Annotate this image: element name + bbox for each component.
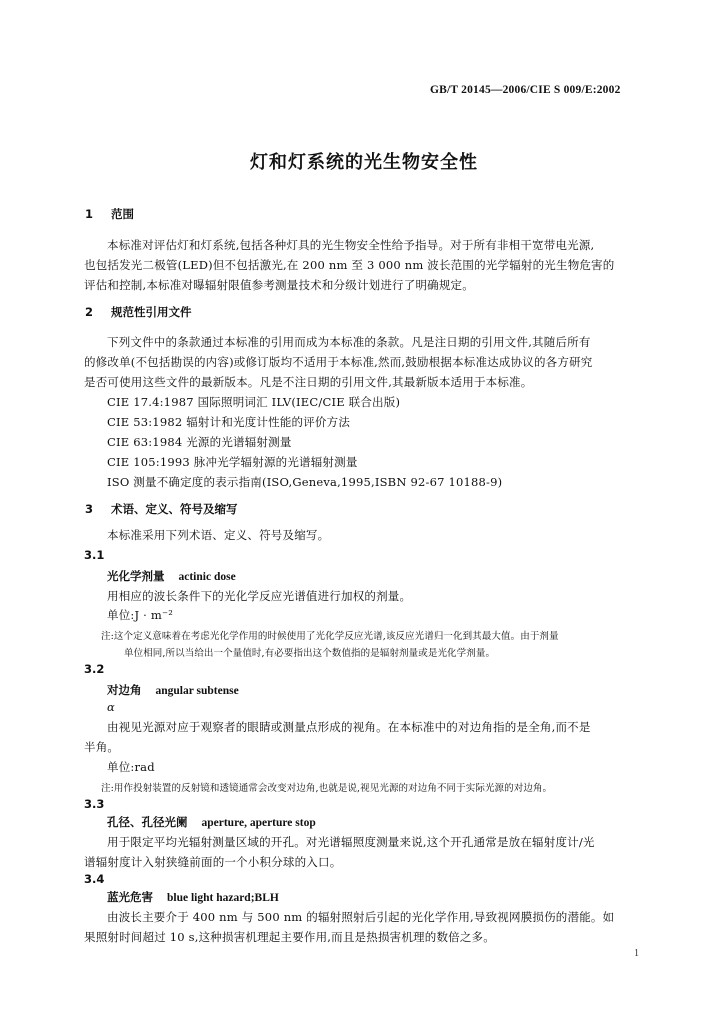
section-number: 1 xyxy=(85,207,94,221)
section-number: 2 xyxy=(85,305,94,319)
unit-line: 单位:J · m⁻² xyxy=(107,608,174,622)
term-definition: 用相应的波长条件下的光化学反应光谱值进行加权的剂量。 xyxy=(107,589,412,603)
term-definition: 半角。 xyxy=(84,740,120,754)
paragraph-line: 也包括发光二极管(LED)但不包括激光,在 200 nm 至 3 000 nm 波长范围的光学辐射的光生物危害的 xyxy=(84,258,615,272)
section-number: 3 xyxy=(85,502,94,516)
term-definition: 果照射时间超过 10 s,这种损害机理起主要作用,而且是热损害机理的数倍之多。 xyxy=(84,930,495,944)
section-title: 范围 xyxy=(111,207,135,221)
unit-line: 单位:rad xyxy=(107,760,155,774)
paragraph-line: 是否可使用这些文件的最新版本。凡是不注日期的引用文件,其最新版本适用于本标准。 xyxy=(84,375,533,389)
standard-code-header: GB/T 20145—2006/CIE S 009/E:2002 xyxy=(430,84,621,96)
term-definition: 由视见光源对应于观察者的眼睛或测量点形成的视角。在本标准中的对边角指的是全角,而不是 xyxy=(107,720,591,734)
clause-number: 3.3 xyxy=(84,797,105,811)
page-number: 1 xyxy=(634,948,639,959)
term-definition: 用于限定平均光辐射测量区域的开孔。对光谱辐照度测量来说,这个开孔通常是放在辐射度计/光 xyxy=(107,835,595,849)
document-title: 灯和灯系统的光生物安全性 xyxy=(250,152,478,173)
term-english: blue light hazard;BLH xyxy=(167,892,279,904)
clause-number: 3.2 xyxy=(84,662,105,676)
section-1-heading xyxy=(85,206,134,222)
term-chinese: 对边角 xyxy=(107,683,142,697)
section-title: 术语、定义、符号及缩写 xyxy=(111,502,238,516)
note-line: 注:这个定义意味着在考虑光化学作用的时候使用了光化学反应光谱,该反应光谱归一化到其最大值。由于剂量 xyxy=(101,631,559,642)
section-2-heading xyxy=(85,304,192,320)
section-3-heading xyxy=(85,501,238,517)
term-english: actinic dose xyxy=(178,571,236,583)
term-definition: 由波长主要介于 400 nm 与 500 nm 的辐射照射后引起的光化学作用,导致视网膜损伤的潜能。如 xyxy=(107,910,615,924)
term-heading xyxy=(107,682,239,698)
term-english: angular subtense xyxy=(155,685,239,697)
term-symbol: α xyxy=(107,700,115,714)
clause-number: 3.4 xyxy=(84,872,105,886)
term-heading xyxy=(107,889,279,905)
reference-item: ISO 测量不确定度的表示指南(ISO,Geneva,1995,ISBN 92-67 10188-9) xyxy=(107,475,503,489)
section-title: 规范性引用文件 xyxy=(111,305,192,319)
reference-item: CIE 17.4:1987 国际照明词汇 ILV(IEC/CIE 联合出版) xyxy=(107,395,401,409)
term-chinese: 孔径、孔径光阑 xyxy=(107,815,188,829)
note-line: 注:用作投射装置的反射镜和透镜通常会改变对边角,也就是说,视见光源的对边角不同于实际光源的对边角。 xyxy=(101,783,553,794)
paragraph-line: 本标准采用下列术语、定义、符号及缩写。 xyxy=(107,528,330,542)
term-heading xyxy=(107,568,236,584)
term-definition: 谱辐射度计入射狭缝前面的一个小积分球的入口。 xyxy=(84,855,342,869)
term-chinese: 光化学剂量 xyxy=(107,569,165,583)
paragraph-line: 下列文件中的条款通过本标准的引用而成为本标准的条款。凡是注日期的引用文件,其随后所有 xyxy=(107,335,591,349)
term-english: aperture, aperture stop xyxy=(201,817,316,829)
reference-item: CIE 105:1993 脉冲光学辐射源的光谱辐射测量 xyxy=(107,455,358,469)
clause-number: 3.1 xyxy=(84,548,105,562)
reference-item: CIE 53:1982 辐射计和光度计性能的评价方法 xyxy=(107,415,351,429)
paragraph-line: 评估和控制,本标准对曝辐射限值参考测量技术和分级计划进行了明确规定。 xyxy=(84,278,474,292)
note-line: 单位相同,所以当给出一个量值时,有必要指出这个数值指的是辐射剂量或是光化学剂量。 xyxy=(124,648,496,659)
paragraph-line: 本标准对评估灯和灯系统,包括各种灯具的光生物安全性给予指导。对于所有非相干宽带电光源, xyxy=(107,238,595,252)
term-chinese: 蓝光危害 xyxy=(107,890,153,904)
reference-item: CIE 63:1984 光源的光谱辐射测量 xyxy=(107,435,292,449)
term-heading xyxy=(107,814,316,830)
paragraph-line: 的修改单(不包括勘误的内容)或修订版均不适用于本标准,然而,鼓励根据本标准达成协议的各方研究 xyxy=(84,355,593,369)
